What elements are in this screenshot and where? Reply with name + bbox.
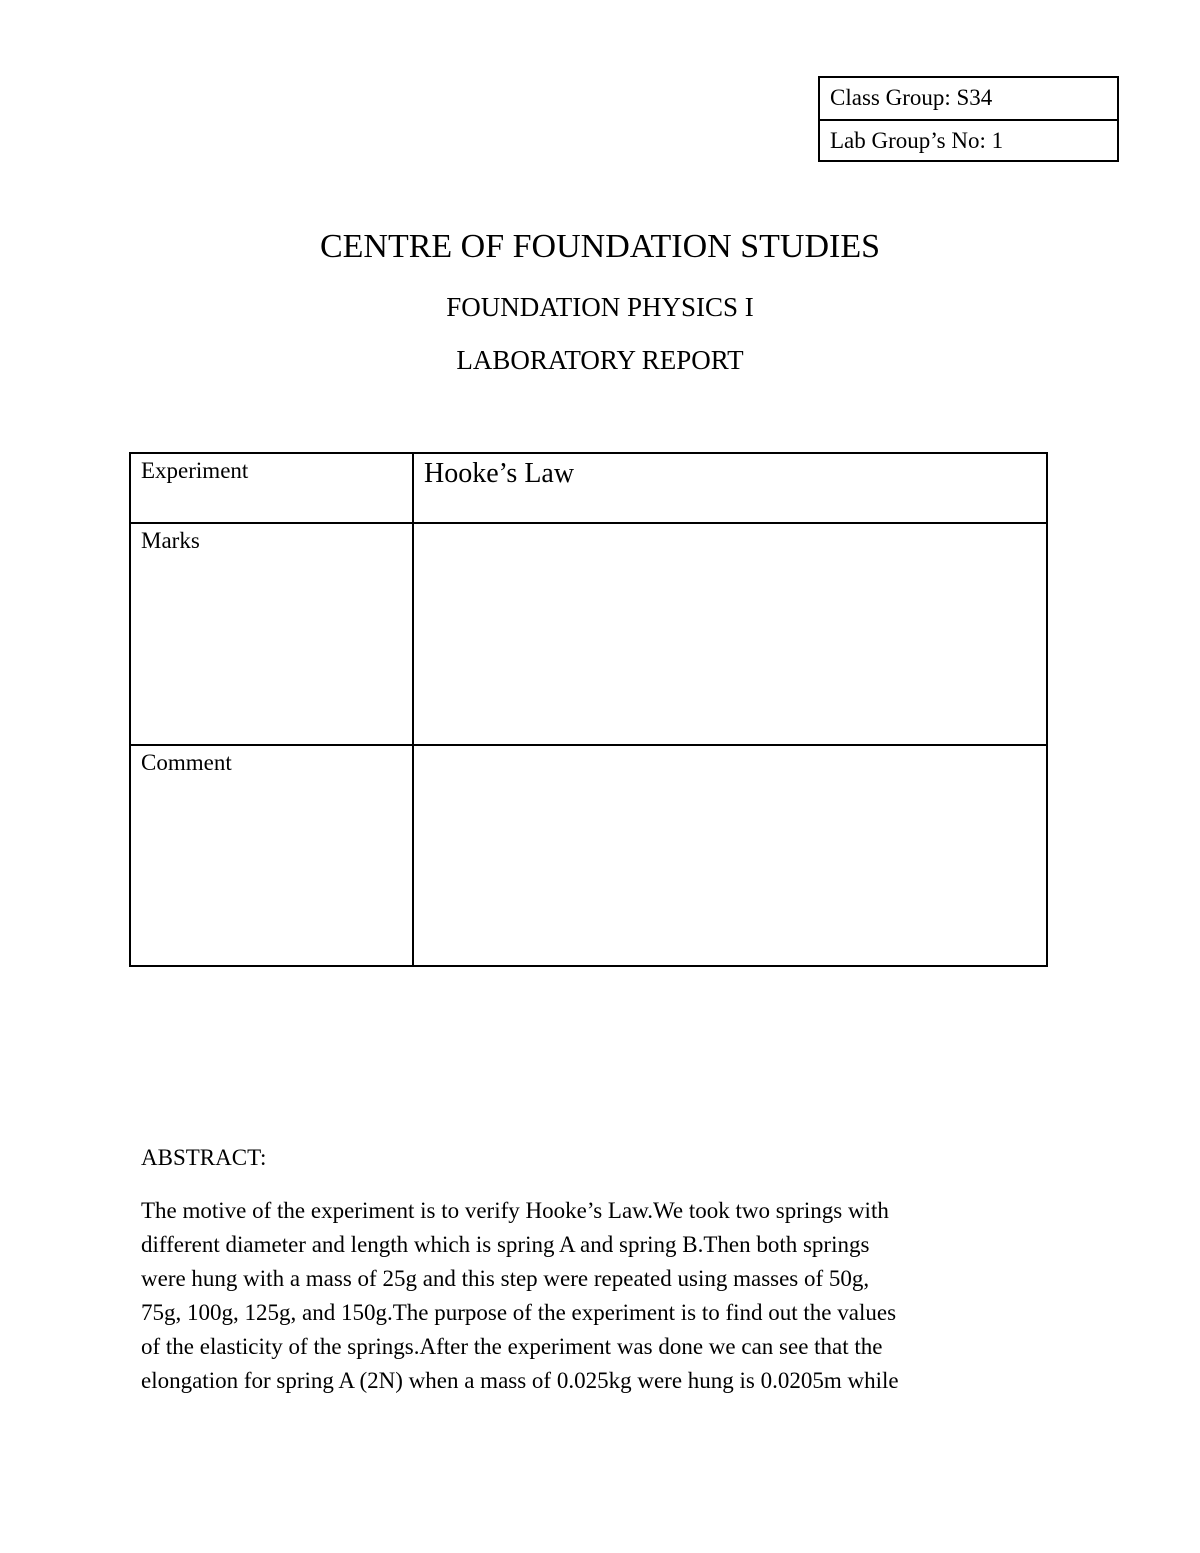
group-info-box xyxy=(818,76,1119,162)
table-row xyxy=(130,745,1047,966)
abstract-text xyxy=(141,1194,1061,1398)
comment-value xyxy=(413,745,1047,966)
abstract-line: of the elasticity of the springs.After the experiment was done we can see that the xyxy=(141,1334,883,1359)
centre-title: CENTRE OF FOUNDATION STUDIES xyxy=(319,228,881,265)
lab-group-label: Lab Group’s No: 1 xyxy=(820,119,1117,160)
comment-label: Comment xyxy=(130,745,413,966)
abstract-line: were hung with a mass of 25g and this step were repeated using masses of 50g, xyxy=(141,1266,870,1291)
experiment-value: Hooke’s Law xyxy=(413,453,1047,523)
abstract-heading: ABSTRACT: xyxy=(141,1145,267,1170)
abstract-line: The motive of the experiment is to verify Hooke’s Law.We took two springs with xyxy=(141,1198,889,1223)
class-group-label: Class Group: S34 xyxy=(830,85,993,110)
abstract-line: elongation for spring A (2N) when a mass of 0.025kg were hung is 0.0205m while xyxy=(141,1368,899,1393)
experiment-label: Experiment xyxy=(130,453,413,523)
table-row xyxy=(130,523,1047,745)
report-info-table xyxy=(129,452,1048,967)
marks-value xyxy=(413,523,1047,745)
course-title: FOUNDATION PHYSICS I xyxy=(446,292,754,322)
report-title: LABORATORY REPORT xyxy=(456,345,744,375)
marks-label: Marks xyxy=(130,523,413,745)
table-row xyxy=(130,453,1047,523)
abstract-line: 75g, 100g, 125g, and 150g.The purpose of the experiment is to find out the values xyxy=(141,1300,897,1325)
abstract-line: different diameter and length which is spring A and spring B.Then both springs xyxy=(141,1232,870,1257)
